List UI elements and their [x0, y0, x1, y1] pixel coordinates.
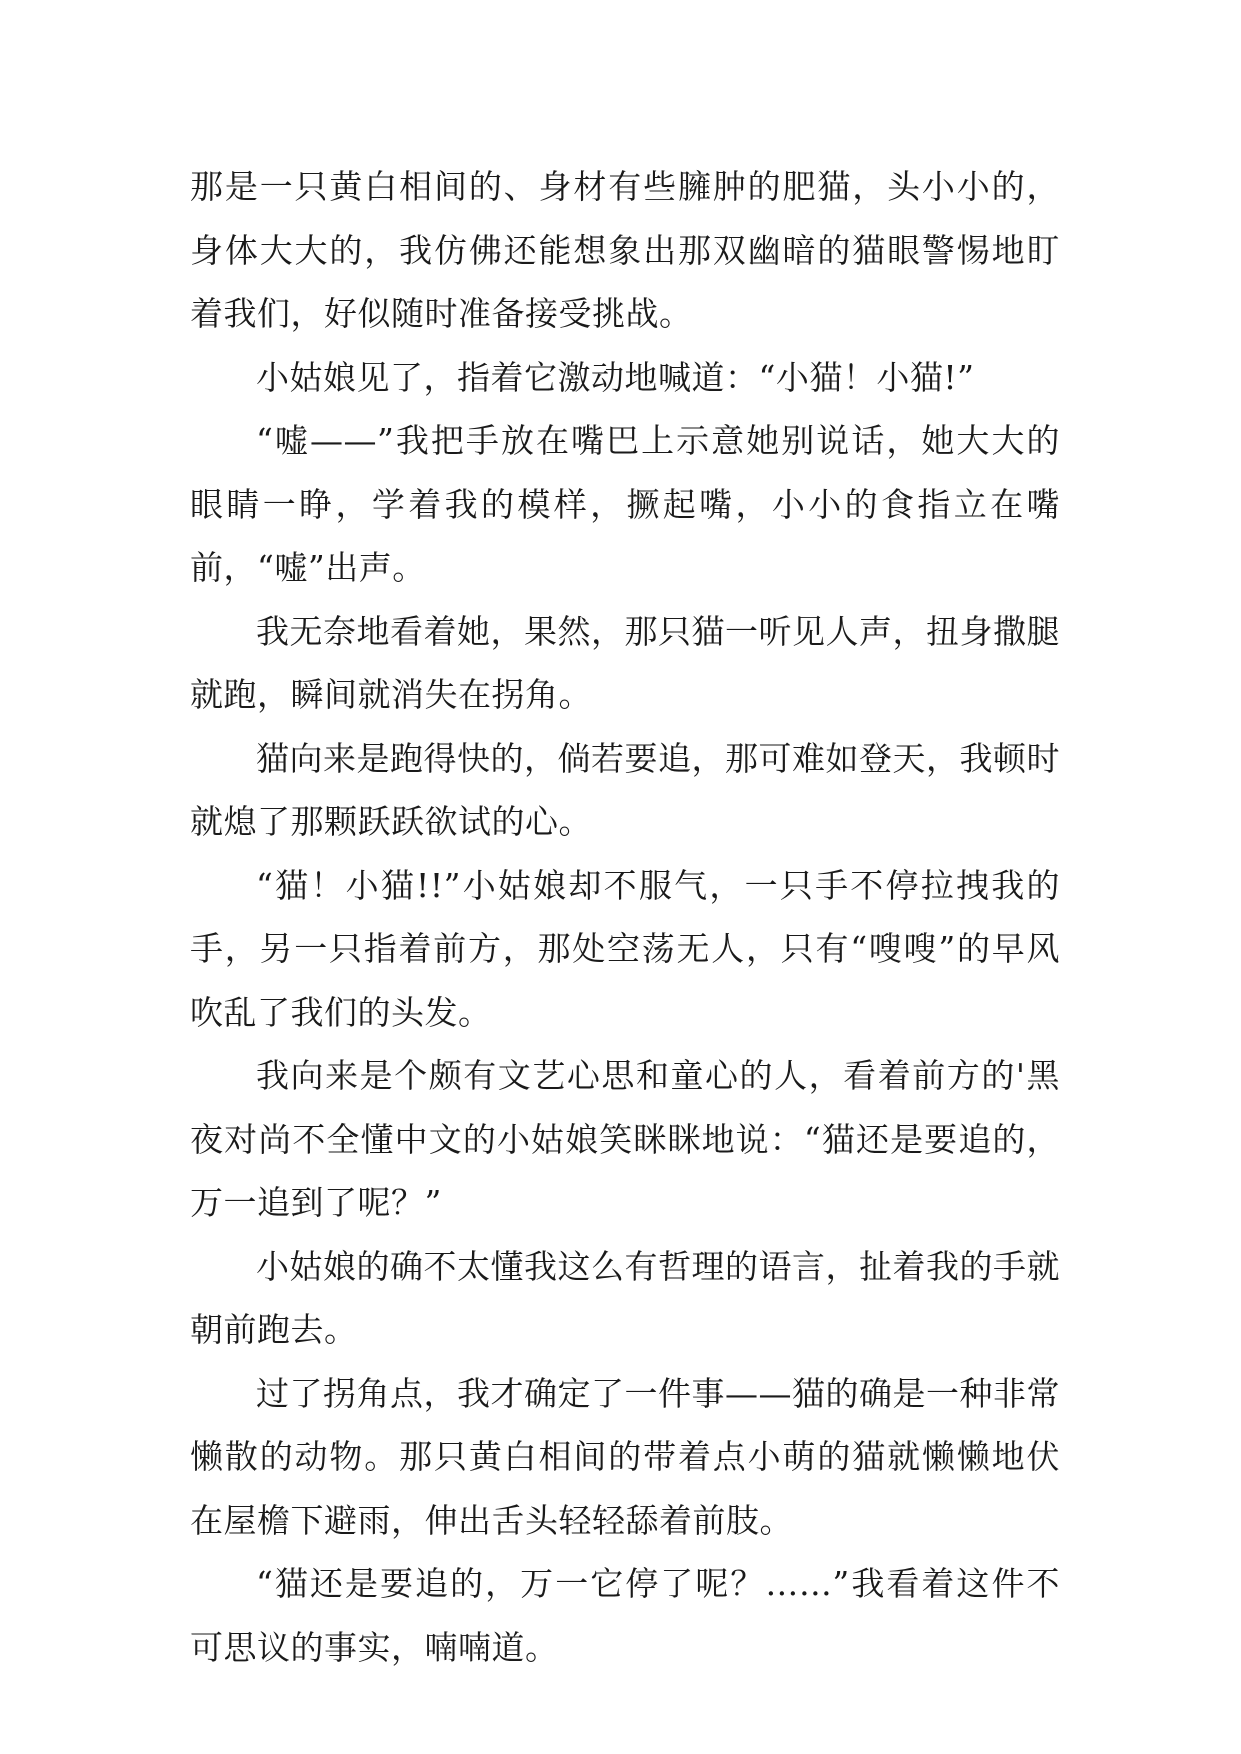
document-body — [190, 155, 1060, 1679]
paragraph-7: 我向来是个颇有文艺心思和童心的人，看着前方的'黑夜对尚不全懂中文的小姑娘笑眯眯地说：“猫还是要追的，万一追到了呢？” — [190, 1056, 1060, 1222]
paragraph-6: “猫！小猫!!”小姑娘却不服气，一只手不停拉拽我的手，另一只指着前方，那处空荡无人，只有“嗖嗖”的早风吹乱了我们的头发。 — [190, 865, 1060, 1032]
paragraph-8: 小姑娘的确不太懂我这么有哲理的语言，扯着我的手就朝前跑去。 — [190, 1246, 1060, 1349]
paragraph-4: 我无奈地看着她，果然，那只猫一听见人声，扭身撒腿就跑，瞬间就消失在拐角。 — [190, 611, 1060, 714]
paragraph-1: 那是一只黄白相间的、身材有些臃肿的肥猫，头小小的，身体大大的，我仿佛还能想象出那双幽暗的猫眼警惕地盯着我们，好似随时准备接受挑战。 — [190, 167, 1060, 333]
paragraph-3: “嘘——”我把手放在嘴巴上示意她别说话，她大大的眼睛一睁，学着我的模样，撅起嘴，小小的食指立在嘴前，“嘘”出声。 — [190, 421, 1060, 587]
paragraph-10: “猫还是要追的，万一它停了呢？……”我看着这件不可思议的事实，喃喃道。 — [190, 1564, 1060, 1667]
paragraph-5: 猫向来是跑得快的，倘若要追，那可难如登天，我顿时就熄了那颗跃跃欲试的心。 — [190, 738, 1060, 841]
paragraph-9: 过了拐角点，我才确定了一件事——猫的确是一种非常懒散的动物。那只黄白相间的带着点小萌的猫就懒懒地伏在屋檐下避雨，伸出舌头轻轻舔着前肢。 — [190, 1373, 1060, 1540]
paragraph-2: 小姑娘见了，指着它激动地喊道：“小猫！小猫!” — [256, 357, 975, 397]
